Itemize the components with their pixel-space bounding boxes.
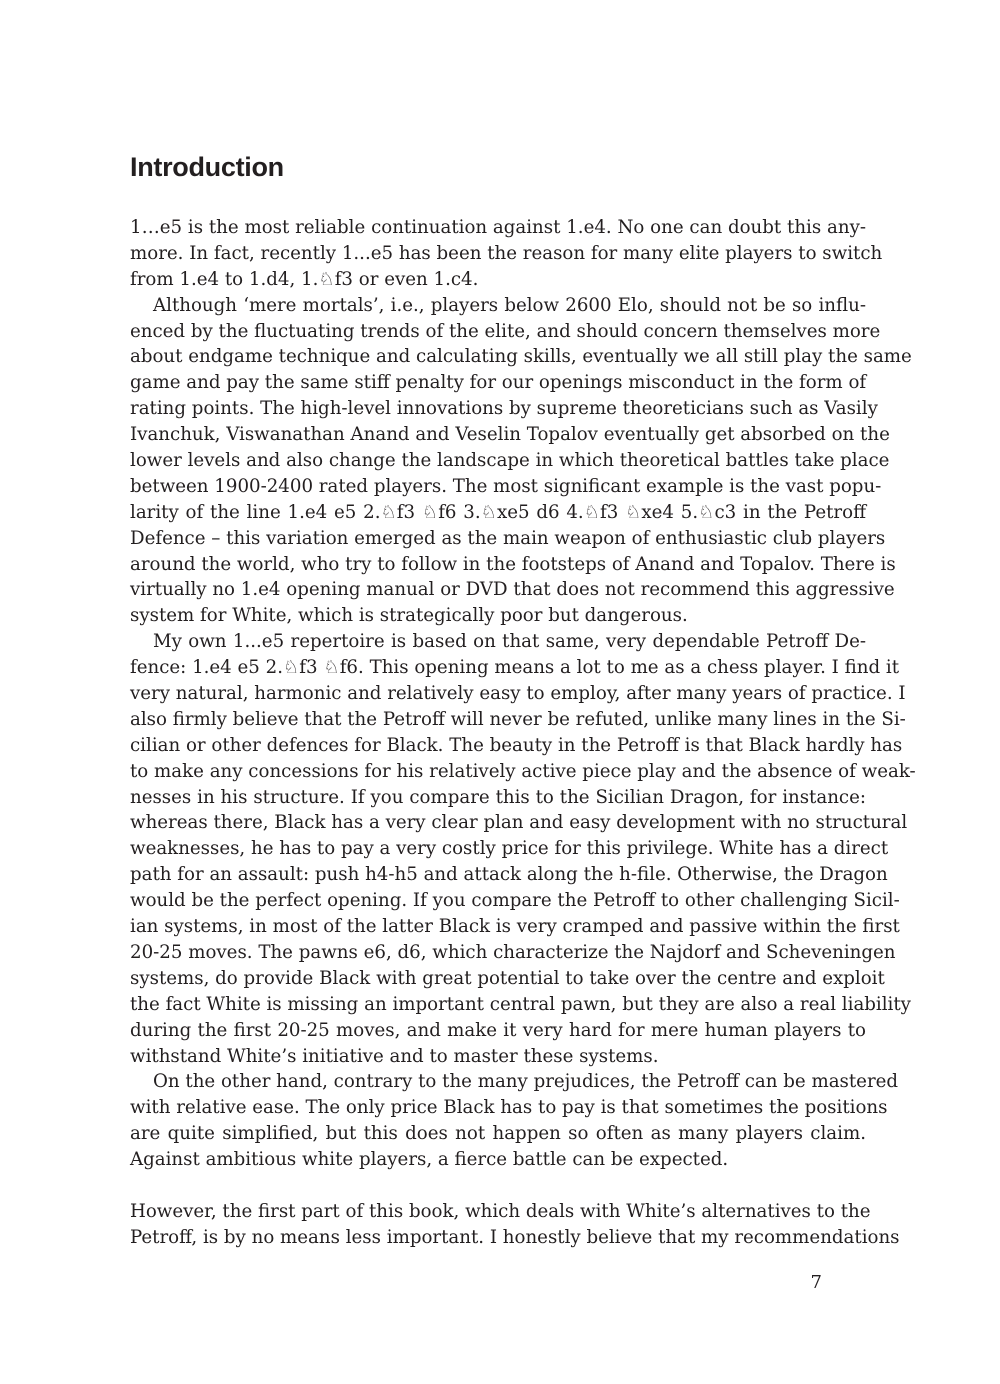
text-line: Ivanchuk, Viswanathan Anand and Veselin Topalov eventually get absorbed on the	[130, 424, 890, 446]
paragraph-1	[130, 215, 883, 293]
text-line: from 1.e4 to 1.d4, 1.♘f3 or even 1.c4.	[130, 268, 479, 290]
text-line: system for White, which is strategically poor but dangerous.	[130, 605, 688, 627]
text-line: withstand White’s initiative and to master these systems.	[130, 1045, 659, 1067]
text-line: fence: 1.e4 e5 2.♘f3 ♘f6. This opening means a lot to me as a chess player. I find it	[130, 657, 900, 679]
text-line: cilian or other defences for Black. The beauty in the Petroff is that Black hardly has	[130, 734, 903, 756]
page-title: Introduction	[130, 152, 284, 182]
text-line: during the first 20-25 moves, and make it very hard for mere human players to	[130, 1019, 866, 1041]
text-line: Against ambitious white players, a fierce battle can be expected.	[130, 1149, 729, 1171]
text-line: path for an assault: push h4-h5 and attack along the h-file. Otherwise, the Dragon	[130, 864, 888, 886]
text-line: would be the perfect opening. If you compare the Petroff to other challenging Sicil-	[130, 890, 900, 912]
text-line: to make any concessions for his relatively active piece play and the absence of weak-	[130, 760, 916, 782]
body-text	[130, 215, 916, 1251]
text-line: systems, do provide Black with great potential to take over the centre and exploit	[130, 967, 885, 989]
text-line: game and pay the same stiff penalty for our openings misconduct in the form of	[130, 372, 867, 394]
text-line: On the other hand, contrary to the many prejudices, the Petroff can be mastered	[153, 1071, 899, 1093]
text-line: My own 1...e5 repertoire is based on that same, very dependable Petroff De-	[153, 631, 866, 653]
text-line: weaknesses, he has to pay a very costly price for this privilege. White has a direct	[130, 838, 889, 860]
text-line: lower levels and also change the landscape in which theoretical battles take place	[130, 450, 890, 472]
text-line: are quite simplified, but this does not happen so often as many players claim.	[130, 1123, 866, 1145]
text-line: Although ‘mere mortals’, i.e., players below 2600 Elo, should not be so influ-	[153, 294, 866, 316]
text-line: between 1900-2400 rated players. The most significant example is the vast popu-	[130, 475, 882, 497]
text-line: very natural, harmonic and relatively easy to employ, after many years of practice. I	[130, 683, 906, 705]
text-line: rating points. The high-level innovations by supreme theoreticians such as Vasily	[130, 398, 878, 420]
text-line: around the world, who try to follow in the footsteps of Anand and Topalov. There is	[130, 553, 896, 575]
text-line: ian systems, in most of the latter Black is very cramped and passive within the first	[130, 916, 900, 938]
paragraph-3	[130, 629, 916, 1069]
text-line: 20-25 moves. The pawns e6, d6, which characterize the Najdorf and Scheveningen	[130, 941, 896, 963]
text-line: about endgame technique and calculating skills, eventually we all still play the same	[130, 346, 912, 368]
paragraph-5	[130, 1199, 900, 1251]
text-line: also firmly believe that the Petroff will never be refuted, unlike many lines in the Si-	[130, 708, 906, 730]
text-line: enced by the fluctuating trends of the elite, and should concern themselves more	[130, 320, 881, 342]
text-line: Defence – this variation emerged as the main weapon of enthusiastic club players	[130, 527, 886, 549]
section-gap	[130, 1173, 866, 1199]
paragraph-2	[130, 293, 912, 630]
text-line: 1…e5 is the most reliable continuation against 1.e4. No one can doubt this any-	[130, 217, 866, 238]
text-line: larity of the line 1.e4 e5 2.♘f3 ♘f6 3.♘xe5 d6 4.♘f3 ♘xe4 5.♘c3 in the Petroff	[130, 501, 866, 523]
text-line: the fact White is missing an important central pawn, but they are also a real liability	[130, 993, 911, 1015]
text-line: However, the first part of this book, which deals with White’s alternatives to the	[130, 1200, 871, 1222]
text-line: whereas there, Black has a very clear plan and easy development with no structural	[130, 812, 908, 834]
paragraph-4	[130, 1069, 899, 1173]
book-page	[130, 0, 916, 1384]
page-number: 7	[810, 1272, 822, 1293]
text-line: with relative ease. The only price Black has to pay is that sometimes the positions	[130, 1097, 888, 1119]
text-line: more. In fact, recently 1...e5 has been the reason for many elite players to switch	[130, 242, 883, 264]
text-line: nesses in his structure. If you compare this to the Sicilian Dragon, for instance:	[130, 786, 866, 808]
text-line: virtually no 1.e4 opening manual or DVD that does not recommend this aggressive	[130, 579, 895, 601]
text-line: Petroff, is by no means less important. I honestly believe that my recommendations	[130, 1226, 900, 1248]
